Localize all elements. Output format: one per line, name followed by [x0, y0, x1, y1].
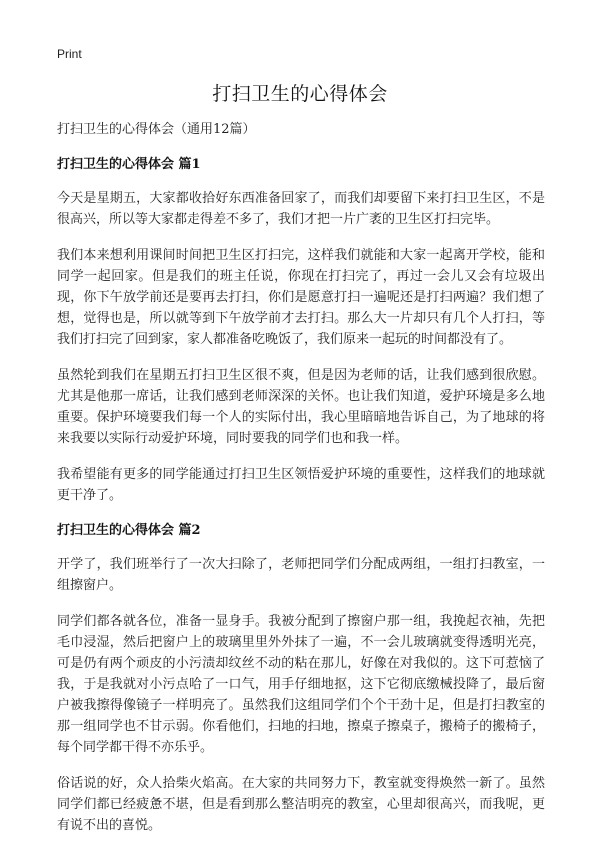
paragraph: 开学了，我们班举行了一次大扫除了，老师把同学们分配成两组，一组打扫教室，一组擦窗户。 [57, 557, 545, 593]
paragraph: 我们本来想利用课间时间把卫生区打扫完，这样我们就能和大家一起离开学校，能和同学一起回家。但是我们的班主任说，你现在打扫完了，再过一会儿又会有垃圾出现，你下午放学前还是要再去打扫，你们是愿意打扫一遍呢还是打扫两遍？我们想了想，觉得也是，所以就等到下午放学前才去打扫。那么大一片却只有几个人打扫，等我们打扫完了回到家，家人都准备吃晚饭了，我们原来一起玩的时间都没有了。 [57, 248, 545, 347]
section-heading-1: 打扫卫生的心得体会 篇1 [57, 157, 201, 172]
document-subtitle: 打扫卫生的心得体会（通用12篇） [57, 122, 256, 137]
page-title: 打扫卫生的心得体会 [212, 83, 388, 105]
document-body [57, 120, 545, 851]
paragraph: 俗话说的好，众人拾柴火焰高。在大家的共同努力下，教室就变得焕然一新了。虽然同学们都已经疲惫不堪，但是看到那么整洁明亮的教室，心里却很高兴，而我呢，更有说不出的喜悦。 [57, 776, 545, 833]
paragraph: 我希望能有更多的同学能通过打扫卫生区领悟爱护环境的重要性，这样我们的地球就更干净了。 [57, 467, 545, 503]
print-link[interactable]: Print [57, 47, 82, 61]
paragraph: 同学们都各就各位，准备一显身手。我被分配到了擦窗户那一组，我挽起衣袖，先把毛巾浸湿，然后把窗户上的玻璃里里外外抹了一遍，不一会儿玻璃就变得透明光亮，可是仍有两个顽皮的小污渍却纹丝不动的粘在那儿，好像在对我似的。这下可惹恼了我，于是我就对小污点哈了一口气，用手仔细地抠，这下它彻底缴械投降了，最后窗户被我擦得像镜子一样明亮了。虽然我们这组同学们个个干劲十足，但是打扫教室的那一组同学也不甘示弱。你看他们，扫地的扫地，擦桌子擦桌子，搬椅子的搬椅子，每个同学都干得不亦乐乎。 [57, 614, 545, 755]
paragraph: 虽然轮到我们在星期五打扫卫生区很不爽，但是因为老师的话，让我们感到很欣慰。尤其是他那一席话，让我们感到老师深深的关怀。也让我们知道，爱护环境是多么地重要。保护环境要我们每一个人的实际付出，我心里暗暗地告诉自己，为了地球的将来我要以实际行动爱护环境，同时要我的同学们也和我一样。 [57, 368, 545, 446]
paragraph: 今天是星期五，大家都收拾好东西准备回家了，而我们却要留下来打扫卫生区，不是很高兴，所以等大家都走得差不多了，我们才把一片广袤的卫生区打扫完毕。 [57, 191, 545, 227]
section-heading-2: 打扫卫生的心得体会 篇2 [57, 523, 201, 538]
